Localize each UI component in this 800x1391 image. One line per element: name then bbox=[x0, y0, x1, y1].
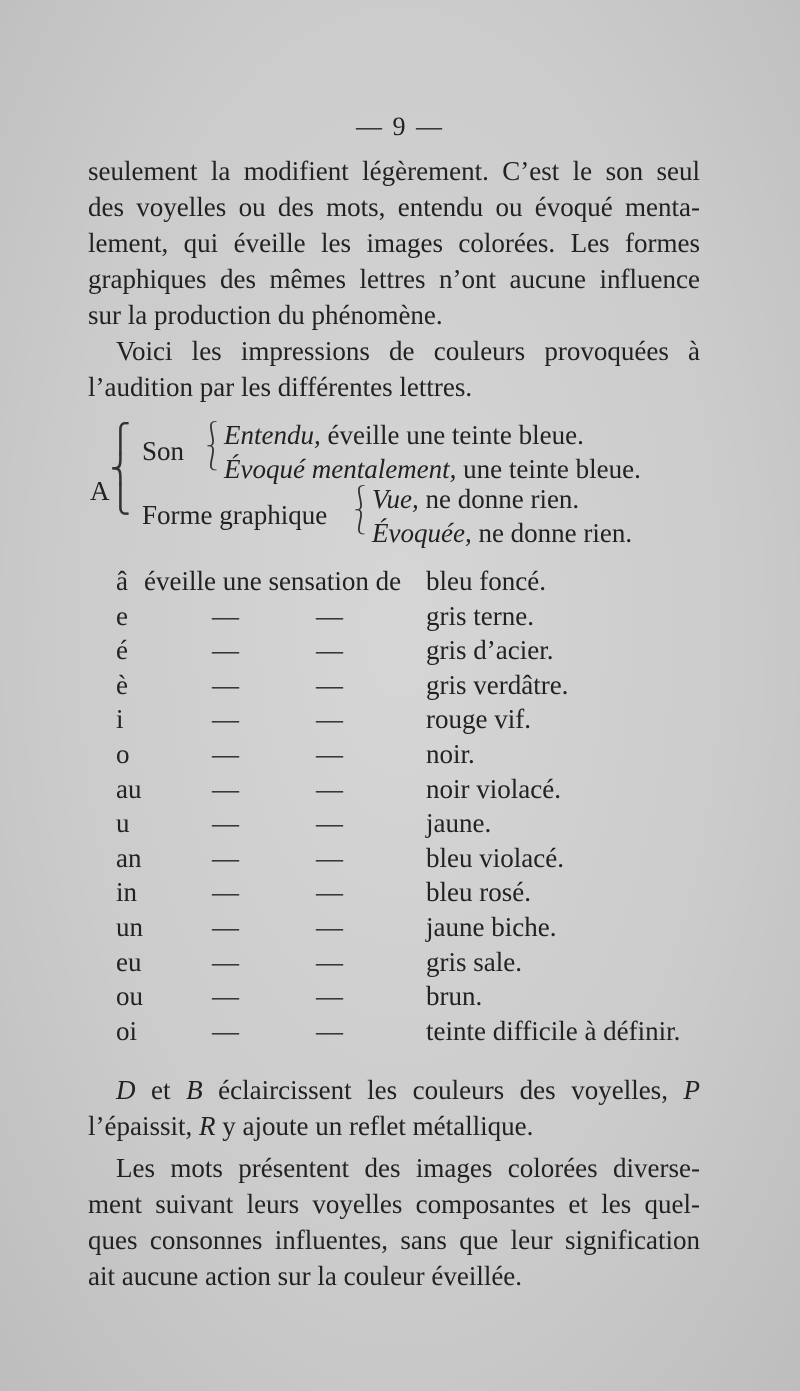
paragraph-1 bbox=[88, 153, 700, 333]
forme-brace-icon: ⎰ ⎱ bbox=[348, 484, 372, 536]
table-row bbox=[116, 808, 716, 843]
color-cell: bleu violacé. bbox=[426, 842, 564, 873]
paragraph-3 bbox=[88, 1072, 700, 1144]
letters-intro: éveille une sensation de bbox=[144, 566, 402, 596]
table-row bbox=[116, 774, 716, 809]
color-cell: bleu foncé. bbox=[426, 566, 546, 596]
forme-mode-1: Vue, bbox=[372, 484, 419, 514]
color-cell: jaune biche. bbox=[426, 911, 557, 942]
forme-text-1: ne donne rien. bbox=[425, 484, 580, 514]
paragraph-2 bbox=[88, 333, 700, 405]
ditto-dash: — bbox=[212, 738, 239, 769]
text-line bbox=[88, 1108, 700, 1144]
table-row bbox=[116, 947, 716, 982]
letter-cell: ou bbox=[116, 981, 143, 1012]
ditto-dash: — bbox=[212, 600, 239, 631]
ditto-dash: — bbox=[212, 981, 239, 1012]
ditto-dash: — bbox=[212, 946, 239, 977]
color-cell: gris verdâtre. bbox=[426, 669, 569, 700]
ditto-dash: — bbox=[316, 877, 343, 908]
text-line bbox=[88, 1072, 700, 1108]
forme-row-2 bbox=[372, 518, 632, 549]
text-rest: éclaircissent les couleurs des voyelles, bbox=[218, 1075, 668, 1105]
letter-cell: â bbox=[116, 566, 128, 596]
ditto-dash: — bbox=[316, 1015, 343, 1046]
letter-a: A bbox=[90, 476, 110, 506]
color-cell: gris d’acier. bbox=[426, 635, 554, 666]
letter-cell: u bbox=[116, 808, 130, 839]
ditto-dash: — bbox=[316, 704, 343, 735]
text-line: l’audition par les différentes lettres. bbox=[88, 372, 473, 402]
letter-r: R bbox=[198, 1111, 216, 1141]
text-line: ques consonnes influentes, sans que leur signification bbox=[88, 1225, 700, 1255]
paragraph-4 bbox=[88, 1150, 700, 1294]
son-row-1 bbox=[224, 420, 584, 451]
letter-cell: un bbox=[116, 911, 143, 942]
letter-cell: in bbox=[116, 877, 138, 908]
ditto-dash: — bbox=[316, 842, 343, 873]
page-number: — 9 — bbox=[356, 112, 444, 141]
text-rest-2: y ajoute un reflet métallique. bbox=[222, 1111, 534, 1141]
ditto-dash: — bbox=[212, 842, 239, 873]
forme-text-2: ne donne rien. bbox=[478, 518, 633, 548]
letter-cell: i bbox=[116, 704, 124, 735]
text-line: des voyelles ou des mots, entendu ou évoqué menta- bbox=[88, 192, 700, 222]
color-cell: bleu rosé. bbox=[426, 877, 531, 908]
table-row bbox=[116, 1016, 716, 1051]
letter-cell: e bbox=[116, 600, 128, 631]
ditto-dash: — bbox=[316, 808, 343, 839]
ditto-dash: — bbox=[212, 808, 239, 839]
text-line: ment suivant leurs voyelles composantes et les quel- bbox=[88, 1189, 700, 1219]
letter-cell: au bbox=[116, 773, 142, 804]
table-row bbox=[116, 566, 716, 601]
ditto-dash: — bbox=[212, 704, 239, 735]
ditto-dash: — bbox=[316, 981, 343, 1012]
son-row-2 bbox=[224, 454, 641, 485]
color-cell: noir violacé. bbox=[426, 773, 561, 804]
ditto-dash: — bbox=[316, 911, 343, 942]
color-cell: gris sale. bbox=[426, 946, 522, 977]
letter-cell: oi bbox=[116, 1015, 138, 1046]
letter-cell: é bbox=[116, 635, 128, 666]
letter-d: D bbox=[116, 1075, 136, 1105]
text-line: lement, qui éveille les images colorées. Les formes bbox=[88, 228, 700, 258]
son-text-2: une teinte bleue. bbox=[463, 454, 641, 484]
letters-table bbox=[116, 566, 716, 1050]
color-cell: jaune. bbox=[426, 808, 492, 839]
son-text-1: éveille une teinte bleue. bbox=[327, 420, 584, 450]
text-line: graphiques des mêmes lettres n’ont aucune influence bbox=[88, 264, 700, 294]
ditto-dash: — bbox=[212, 911, 239, 942]
letter-a-block bbox=[88, 420, 708, 550]
table-row bbox=[116, 739, 716, 774]
son-label: Son bbox=[142, 436, 185, 466]
letter-cell: è bbox=[116, 669, 128, 700]
ditto-dash: — bbox=[316, 773, 343, 804]
ditto-dash: — bbox=[316, 738, 343, 769]
big-brace-icon: ⎧ ⎨ ⎩ bbox=[110, 422, 131, 515]
table-row bbox=[116, 877, 716, 912]
son-brace-icon: ⎰ ⎱ bbox=[200, 420, 224, 472]
table-row bbox=[116, 912, 716, 947]
ditto-dash: — bbox=[212, 773, 239, 804]
color-cell: rouge vif. bbox=[426, 704, 531, 735]
letter-cell: o bbox=[116, 738, 130, 769]
ditto-dash: — bbox=[316, 669, 343, 700]
letter-b: B bbox=[186, 1075, 203, 1105]
ditto-dash: — bbox=[212, 1015, 239, 1046]
letter-p: P bbox=[683, 1075, 700, 1105]
ditto-dash: — bbox=[212, 635, 239, 666]
letter-cell: an bbox=[116, 842, 142, 873]
table-row bbox=[116, 704, 716, 739]
text-epaissit: l’épaissit, bbox=[88, 1111, 193, 1141]
color-cell: noir. bbox=[426, 738, 475, 769]
son-mode-1: Entendu, bbox=[224, 420, 321, 450]
color-cell: gris terne. bbox=[426, 600, 534, 631]
table-row bbox=[116, 635, 716, 670]
son-mode-2: Évoqué mentalement, bbox=[224, 454, 457, 484]
ditto-dash: — bbox=[212, 877, 239, 908]
ditto-dash: — bbox=[316, 600, 343, 631]
ditto-dash: — bbox=[316, 946, 343, 977]
color-cell: brun. bbox=[426, 981, 483, 1012]
text-line: Les mots présentent des images colorées diverse- bbox=[116, 1153, 700, 1183]
table-row bbox=[116, 843, 716, 878]
forme-mode-2: Évoquée, bbox=[372, 518, 472, 548]
text-line: ait aucune action sur la couleur éveillée. bbox=[88, 1261, 523, 1291]
text-line: Voici les impressions de couleurs provoquées à bbox=[116, 336, 700, 366]
table-row bbox=[116, 601, 716, 636]
text-line: sur la production du phénomène. bbox=[88, 300, 443, 330]
text-line: seulement la modifient légèrement. C’est le son seul bbox=[88, 156, 700, 186]
table-row bbox=[116, 981, 716, 1016]
forme-row-1 bbox=[372, 484, 579, 515]
table-row bbox=[116, 670, 716, 705]
ditto-dash: — bbox=[316, 635, 343, 666]
color-cell: teinte difficile à définir. bbox=[426, 1015, 681, 1046]
text-et: et bbox=[151, 1075, 171, 1105]
letter-cell: eu bbox=[116, 946, 142, 977]
forme-label: Forme graphique bbox=[142, 500, 328, 530]
ditto-dash: — bbox=[212, 669, 239, 700]
